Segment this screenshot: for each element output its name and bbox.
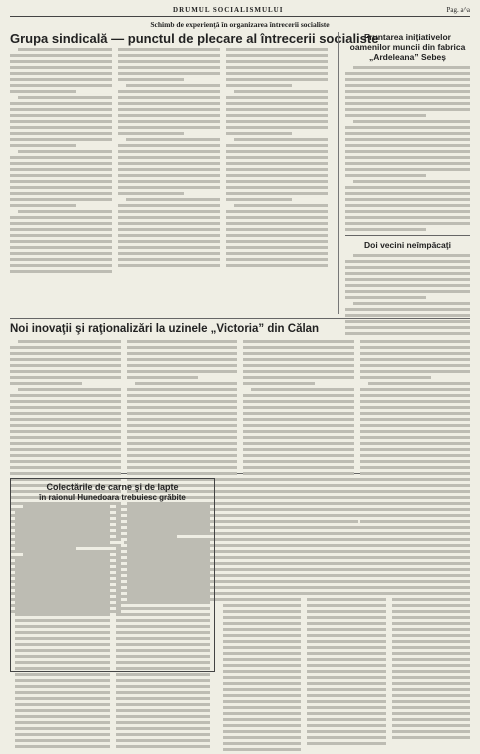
main-article [10, 31, 379, 314]
box-subheadline: în raionul Hunedoara trebuiesc grăbite [39, 493, 186, 502]
sidebar-headline: Fruntarea inițiativelor oamenilor muncii din fabrica „Ardeleana” Sebeș [349, 32, 466, 62]
sidebar-column [338, 32, 470, 314]
sidebar-text [345, 66, 470, 231]
bottom-right-text [223, 478, 470, 754]
main-headline: Grupa sindicală — punctul de plecare al întrecerii socialiste [10, 31, 379, 46]
page-number: Pag. a^a [446, 6, 470, 14]
top-section [10, 32, 470, 314]
article-column [15, 505, 110, 751]
masthead [10, 4, 470, 17]
middle-headline: Noi inovaţii şi raţionalizări la uzinele „Victoria” din Călan [10, 323, 320, 335]
bottom-right-columns [223, 478, 470, 672]
article-column [223, 478, 301, 754]
article-column [10, 48, 112, 276]
article-column [307, 478, 385, 754]
boxed-article [10, 478, 215, 672]
main-article-columns [10, 48, 328, 276]
box-headline: Colectările de carne şi de lapte [46, 482, 179, 492]
sidebar-headline-2: Doi vecini neîmpăcaţi [364, 240, 451, 250]
box-columns [15, 505, 210, 751]
bottom-section [10, 478, 470, 678]
article-column [226, 48, 328, 276]
section-kicker: Schimb de experienţă în organizarea întrecerii socialiste [150, 20, 330, 29]
newspaper-name: DRUMUL SOCIALISMULUI [173, 6, 284, 14]
article-column [116, 505, 211, 751]
middle-section [10, 323, 470, 469]
article-column [118, 48, 220, 276]
article-column [392, 478, 470, 754]
